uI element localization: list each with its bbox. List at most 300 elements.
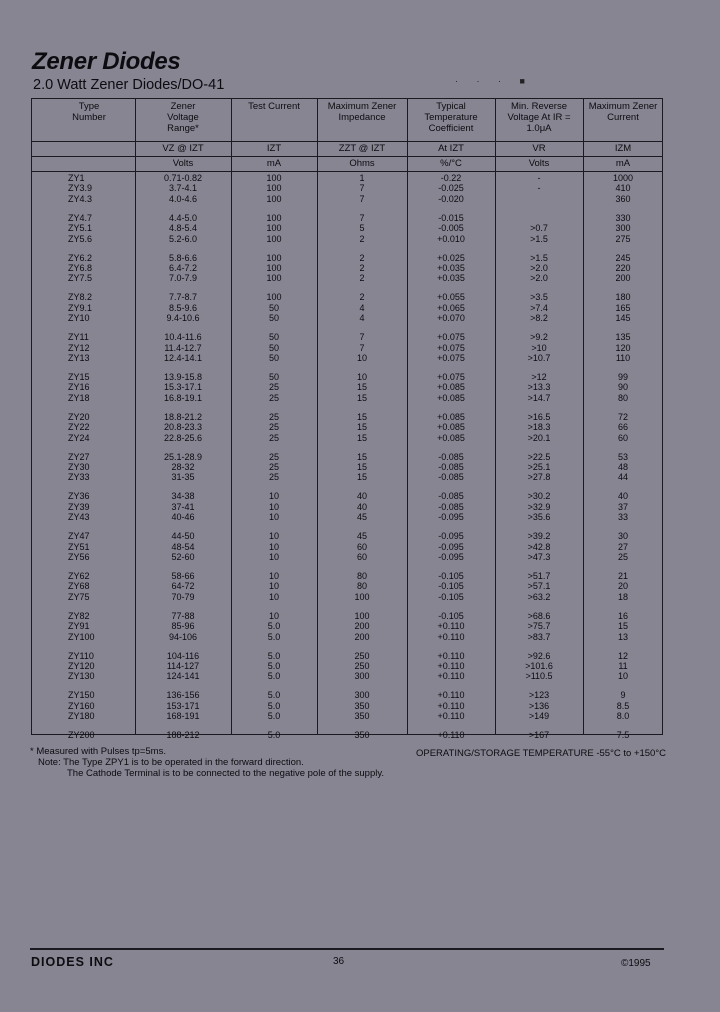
- voltage-cell: 37-41: [171, 501, 195, 512]
- type-cell: ZY3.9: [68, 183, 93, 194]
- type-cell: ZY39: [68, 501, 90, 512]
- table-row: [31, 472, 663, 482]
- voltage-cell: 70-79: [171, 591, 195, 602]
- maxcurrent-cell: 135: [615, 332, 631, 343]
- type-cell: ZY22: [68, 422, 90, 433]
- type-cell: ZY180: [68, 711, 95, 722]
- symbol-tempco: At IZT: [438, 143, 464, 154]
- footnote-pulses: * Measured with Pulses tp=5ms.: [30, 746, 166, 757]
- voltage-cell: 85-96: [171, 621, 195, 632]
- maxcurrent-cell: 16: [617, 610, 628, 621]
- voltage-cell: 12.4-14.1: [163, 353, 203, 363]
- impedance-cell: 250: [354, 661, 370, 671]
- tempco-cell: -0.085: [438, 472, 464, 483]
- tempco-cell: +0.055: [437, 292, 465, 303]
- impedance-cell: 2: [359, 252, 365, 263]
- reverse-cell: >68.6: [527, 610, 551, 621]
- maxcurrent-cell: 145: [615, 313, 631, 324]
- tempco-cell: -0.105: [438, 610, 464, 621]
- reverse-cell: >47.3: [527, 552, 551, 562]
- tempco-cell: -0.005: [438, 223, 464, 234]
- voltage-cell: 168-191: [166, 711, 200, 722]
- table-row: [31, 711, 663, 721]
- type-cell: ZY6.8: [68, 263, 93, 273]
- type-cell: ZY36: [68, 491, 90, 502]
- impedance-cell: 350: [354, 711, 370, 722]
- maxcurrent-cell: 9: [620, 690, 626, 701]
- table-row: [31, 422, 663, 432]
- current-cell: 10: [268, 491, 279, 502]
- tempco-cell: +0.110: [437, 700, 465, 711]
- impedance-cell: 100: [354, 591, 370, 602]
- voltage-cell: 11.4-12.7: [164, 342, 202, 353]
- maxcurrent-cell: 220: [615, 263, 631, 273]
- voltage-cell: 20.8-23.3: [163, 422, 203, 433]
- type-cell: ZY62: [68, 571, 90, 581]
- impedance-cell: 300: [354, 690, 370, 701]
- table-row: [31, 671, 663, 681]
- tempco-cell: +0.110: [437, 661, 465, 671]
- impedance-cell: 15: [356, 451, 367, 462]
- impedance-cell: 300: [354, 671, 370, 682]
- maxcurrent-cell: 110: [615, 353, 631, 363]
- type-cell: ZY33: [68, 472, 90, 483]
- tempco-cell: +0.110: [437, 730, 465, 741]
- tempco-cell: +0.075: [437, 332, 465, 343]
- maxcurrent-cell: 8.5: [616, 700, 630, 711]
- impedance-cell: 350: [354, 730, 370, 741]
- reverse-cell: -: [537, 173, 541, 183]
- reverse-cell: >101.6: [525, 661, 553, 671]
- footer-rule: [30, 948, 664, 950]
- voltage-cell: 4.0-4.6: [168, 193, 198, 204]
- voltage-cell: 5.2-6.0: [168, 233, 198, 244]
- unit-reverse: Volts: [528, 158, 550, 169]
- current-cell: 50: [268, 342, 279, 353]
- symbol-reverse: VR: [532, 143, 546, 154]
- table-row: [31, 253, 663, 263]
- type-cell: ZY8.2: [68, 292, 93, 303]
- impedance-cell: 4: [359, 313, 365, 324]
- type-cell: ZY130: [68, 671, 95, 682]
- header-current: Test Current: [248, 101, 300, 112]
- current-cell: 5.0: [267, 730, 281, 741]
- current-cell: 25: [268, 451, 279, 462]
- impedance-cell: 80: [356, 581, 367, 592]
- table-top-rule: [31, 98, 663, 99]
- type-cell: ZY16: [68, 382, 90, 393]
- maxcurrent-cell: 12: [617, 650, 628, 661]
- table-row: [31, 552, 663, 562]
- voltage-cell: 9.4-10.6: [166, 313, 200, 324]
- symbol-maxcurrent: IZM: [614, 143, 632, 154]
- maxcurrent-cell: 8.0: [616, 711, 630, 722]
- voltage-cell: 8.5-9.6: [168, 302, 198, 313]
- reverse-cell: >92.6: [527, 650, 551, 661]
- reverse-cell: >75.7: [527, 621, 551, 632]
- impedance-cell: 15: [356, 422, 367, 433]
- maxcurrent-cell: 275: [615, 233, 631, 244]
- voltage-cell: 5.8-6.6: [168, 252, 198, 263]
- reverse-cell: >3.5: [530, 292, 548, 303]
- impedance-cell: 350: [354, 700, 370, 711]
- voltage-cell: 104-116: [166, 650, 200, 661]
- reverse-cell: >0.7: [530, 223, 548, 234]
- tempco-cell: +0.065: [437, 302, 465, 313]
- table-row: [31, 173, 663, 183]
- reverse-cell: >7.4: [530, 302, 548, 313]
- footnote-cathode: The Cathode Terminal is to be connected to the negative pole of the supply.: [67, 768, 385, 779]
- tempco-cell: -0.105: [438, 591, 464, 602]
- reverse-cell: >83.7: [527, 631, 551, 642]
- current-cell: 10: [268, 512, 279, 523]
- current-cell: 10: [268, 591, 279, 602]
- table-row: [31, 313, 663, 323]
- tempco-cell: +0.010: [437, 233, 465, 244]
- reverse-cell: >2.0: [530, 273, 548, 284]
- header-type: Type Number: [72, 101, 106, 123]
- table-row: [31, 343, 663, 353]
- tempco-cell: -0.22: [440, 173, 462, 183]
- current-cell: 100: [266, 292, 282, 303]
- maxcurrent-cell: 20: [617, 581, 628, 592]
- voltage-cell: 7.0-7.9: [168, 273, 198, 284]
- voltage-cell: 44-50: [171, 531, 195, 542]
- reverse-cell: >9.2: [530, 332, 548, 343]
- reverse-cell: >25.1: [527, 462, 551, 472]
- tempco-cell: +0.110: [437, 671, 465, 682]
- type-cell: ZY13: [68, 353, 90, 363]
- current-cell: 5.0: [267, 631, 281, 642]
- voltage-cell: 10.4-11.6: [164, 332, 202, 343]
- maxcurrent-cell: 300: [615, 223, 631, 234]
- reverse-cell: >42.8: [527, 541, 551, 552]
- table-row: [31, 701, 663, 711]
- maxcurrent-cell: 90: [617, 382, 628, 393]
- reverse-cell: >32.9: [527, 501, 551, 512]
- table-row: [31, 571, 663, 581]
- voltage-cell: 18.8-21.2: [163, 411, 203, 422]
- voltage-cell: 4.4-5.0: [168, 212, 198, 223]
- impedance-cell: 250: [354, 650, 370, 661]
- reverse-cell: >22.5: [527, 451, 551, 462]
- table-row: [31, 730, 663, 740]
- scan-specks: · · · ■: [455, 76, 533, 86]
- tempco-cell: +0.025: [437, 252, 465, 263]
- symbol-current: IZT: [266, 143, 282, 154]
- impedance-cell: 5: [359, 223, 365, 234]
- table-row: [31, 223, 663, 233]
- unit-maxcurrent: mA: [615, 158, 631, 169]
- reverse-cell: >167: [528, 730, 550, 741]
- current-cell: 100: [266, 252, 282, 263]
- unit-current: mA: [266, 158, 282, 169]
- current-cell: 25: [268, 462, 279, 472]
- type-cell: ZY4.3: [68, 193, 93, 204]
- tempco-cell: -0.015: [438, 212, 464, 223]
- impedance-cell: 60: [356, 552, 367, 562]
- impedance-cell: 45: [356, 531, 367, 542]
- symbol-divider: [31, 156, 663, 157]
- unit-voltage: Volts: [172, 158, 194, 169]
- tempco-cell: -0.105: [438, 571, 464, 581]
- table-row: [31, 273, 663, 283]
- impedance-cell: 45: [356, 512, 367, 523]
- type-cell: ZY200: [68, 730, 95, 741]
- maxcurrent-cell: 30: [617, 531, 628, 542]
- type-cell: ZY30: [68, 462, 90, 472]
- page-subtitle: 2.0 Watt Zener Diodes/DO-41: [33, 77, 225, 93]
- impedance-cell: 15: [356, 462, 367, 472]
- type-cell: ZY47: [68, 531, 90, 542]
- symbol-impedance: ZZT @ IZT: [338, 143, 386, 154]
- impedance-cell: 15: [356, 432, 367, 443]
- table-row: [31, 531, 663, 541]
- header-maxcurrent: Maximum Zener Current: [588, 101, 658, 123]
- current-cell: 10: [268, 571, 279, 581]
- tempco-cell: +0.075: [437, 372, 465, 382]
- maxcurrent-cell: 360: [615, 193, 631, 204]
- table-row: [31, 581, 663, 591]
- current-cell: 100: [266, 263, 282, 273]
- current-cell: 50: [268, 353, 279, 363]
- type-cell: ZY5.1: [68, 223, 93, 234]
- tempco-cell: +0.110: [437, 690, 465, 701]
- type-cell: ZY1: [68, 173, 85, 183]
- maxcurrent-cell: 25: [617, 552, 628, 562]
- type-cell: ZY27: [68, 451, 90, 462]
- current-cell: 100: [266, 223, 282, 234]
- tempco-cell: -0.095: [438, 552, 464, 562]
- reverse-cell: >12: [531, 372, 547, 382]
- type-cell: ZY82: [68, 610, 90, 621]
- maxcurrent-cell: 1000: [612, 173, 634, 183]
- type-cell: ZY75: [68, 591, 90, 602]
- voltage-cell: 40-46: [171, 512, 195, 523]
- impedance-cell: 2: [359, 263, 365, 273]
- current-cell: 25: [268, 382, 279, 393]
- table-row: [31, 382, 663, 392]
- impedance-cell: 15: [356, 392, 367, 403]
- current-cell: 100: [266, 183, 282, 194]
- type-cell: ZY4.7: [68, 212, 93, 223]
- maxcurrent-cell: 410: [615, 183, 631, 194]
- type-cell: ZY68: [68, 581, 90, 592]
- maxcurrent-cell: 37: [617, 501, 628, 512]
- maxcurrent-cell: 15: [617, 621, 628, 632]
- type-cell: ZY11: [68, 332, 89, 343]
- tempco-cell: +0.075: [437, 353, 465, 363]
- maxcurrent-cell: 44: [617, 472, 628, 483]
- maxcurrent-cell: 330: [615, 212, 631, 223]
- impedance-cell: 7: [359, 332, 365, 343]
- impedance-cell: 40: [356, 491, 367, 502]
- type-cell: ZY5.6: [68, 233, 93, 244]
- operating-temperature: OPERATING/STORAGE TEMPERATURE -55°C to +150°C: [416, 748, 667, 759]
- table-row: [31, 512, 663, 522]
- header-reverse: Min. Reverse Voltage At IR = 1.0μA: [507, 101, 571, 134]
- voltage-cell: 7.7-8.7: [168, 292, 198, 303]
- type-cell: ZY6.2: [68, 252, 93, 263]
- tempco-cell: +0.085: [437, 392, 465, 403]
- impedance-cell: 1: [359, 173, 365, 183]
- impedance-cell: 2: [359, 233, 365, 244]
- maxcurrent-cell: 18: [617, 591, 628, 602]
- voltage-cell: 64-72: [171, 581, 195, 592]
- current-cell: 5.0: [267, 711, 281, 722]
- current-cell: 100: [266, 173, 282, 183]
- current-cell: 25: [268, 411, 279, 422]
- tempco-cell: -0.095: [438, 512, 464, 523]
- maxcurrent-cell: 53: [617, 451, 628, 462]
- impedance-cell: 4: [359, 302, 365, 313]
- type-cell: ZY100: [68, 631, 95, 642]
- maxcurrent-cell: 200: [615, 273, 631, 284]
- maxcurrent-cell: 7.5: [616, 730, 630, 741]
- type-cell: ZY110: [68, 650, 94, 661]
- type-cell: ZY91: [68, 621, 90, 632]
- type-cell: ZY7.5: [68, 273, 93, 284]
- reverse-cell: >35.6: [527, 512, 551, 523]
- maxcurrent-cell: 245: [615, 252, 631, 263]
- current-cell: 100: [266, 212, 282, 223]
- table-row: [31, 292, 663, 302]
- header-voltage: Zener Voltage Range*: [167, 101, 199, 134]
- voltage-cell: 15.3-17.1: [163, 382, 203, 393]
- reverse-cell: >1.5: [530, 233, 548, 244]
- current-cell: 10: [268, 610, 279, 621]
- type-cell: ZY20: [68, 411, 90, 422]
- impedance-cell: 200: [354, 621, 370, 632]
- table-row: [31, 502, 663, 512]
- current-cell: 50: [268, 313, 279, 324]
- reverse-cell: >2.0: [530, 263, 548, 273]
- table-row: [31, 592, 663, 602]
- table-row: [31, 234, 663, 244]
- header-divider: [31, 141, 663, 142]
- voltage-cell: 124-141: [166, 671, 200, 682]
- voltage-cell: 31-35: [171, 472, 195, 483]
- voltage-cell: 153-171: [166, 700, 200, 711]
- tempco-cell: -0.085: [438, 451, 464, 462]
- current-cell: 5.0: [267, 690, 281, 701]
- voltage-cell: 16.8-19.1: [163, 392, 203, 403]
- table-row: [31, 651, 663, 661]
- tempco-cell: +0.110: [437, 650, 465, 661]
- reverse-cell: >110.5: [525, 671, 553, 682]
- maxcurrent-cell: 10: [617, 671, 628, 682]
- table-row: [31, 690, 663, 700]
- table-row: [31, 412, 663, 422]
- current-cell: 5.0: [267, 650, 281, 661]
- reverse-cell: >123: [528, 690, 550, 701]
- reverse-cell: >13.3: [527, 382, 551, 393]
- tempco-cell: -0.085: [438, 501, 464, 512]
- table-row: [31, 213, 663, 223]
- table-row: [31, 632, 663, 642]
- reverse-cell: >10: [531, 342, 547, 353]
- maxcurrent-cell: 11: [618, 661, 628, 671]
- impedance-cell: 7: [359, 342, 365, 353]
- unit-tempco: %/°C: [440, 158, 462, 169]
- voltage-cell: 0.71-0.82: [163, 173, 203, 183]
- current-cell: 5.0: [267, 700, 281, 711]
- current-cell: 25: [268, 422, 279, 433]
- table-row: [31, 263, 663, 273]
- current-cell: 10: [268, 552, 279, 562]
- table-row: [31, 542, 663, 552]
- impedance-cell: 7: [359, 212, 365, 223]
- tempco-cell: +0.035: [437, 273, 465, 284]
- impedance-cell: 10: [356, 372, 367, 382]
- current-cell: 5.0: [267, 661, 281, 671]
- table-row: [31, 621, 663, 631]
- type-cell: ZY24: [68, 432, 90, 443]
- impedance-cell: 60: [356, 541, 367, 552]
- zener-table: [31, 98, 663, 741]
- voltage-cell: 114-127: [166, 661, 200, 671]
- maxcurrent-cell: 13: [617, 631, 628, 642]
- reverse-cell: >14.7: [527, 392, 551, 403]
- impedance-cell: 80: [356, 571, 367, 581]
- table-row: [31, 353, 663, 363]
- reverse-cell: >30.2: [527, 491, 551, 502]
- current-cell: 100: [266, 233, 282, 244]
- table-row: [31, 452, 663, 462]
- maxcurrent-cell: 180: [615, 292, 631, 303]
- table-row: [31, 611, 663, 621]
- type-cell: ZY150: [68, 690, 95, 701]
- maxcurrent-cell: 72: [617, 411, 628, 422]
- reverse-cell: >57.1: [527, 581, 551, 592]
- reverse-cell: >1.5: [530, 252, 548, 263]
- current-cell: 10: [268, 501, 279, 512]
- maxcurrent-cell: 27: [617, 541, 628, 552]
- voltage-cell: 28-32: [171, 462, 195, 472]
- current-cell: 25: [268, 472, 279, 483]
- current-cell: 25: [268, 392, 279, 403]
- tempco-cell: -0.095: [438, 541, 464, 552]
- maxcurrent-cell: 120: [615, 342, 631, 353]
- maxcurrent-cell: 48: [617, 462, 628, 472]
- type-cell: ZY51: [68, 541, 90, 552]
- voltage-cell: 6.4-7.2: [168, 263, 198, 273]
- unit-impedance: Ohms: [349, 158, 375, 169]
- footer-brand: DIODES INC: [31, 955, 114, 969]
- tempco-cell: -0.105: [438, 581, 464, 592]
- header-tempco: Typical Temperature Coefficient: [424, 101, 478, 134]
- type-cell: ZY9.1: [68, 302, 93, 313]
- type-cell: ZY120: [68, 661, 95, 671]
- table-row: [31, 332, 663, 342]
- tempco-cell: +0.110: [437, 711, 465, 722]
- tempco-cell: +0.085: [437, 432, 465, 443]
- symbol-voltage: VZ @ IZT: [162, 143, 204, 154]
- type-cell: ZY15: [68, 372, 90, 382]
- voltage-cell: 52-60: [171, 552, 195, 562]
- voltage-cell: 4.8-5.4: [168, 223, 198, 234]
- reverse-cell: >136: [528, 700, 550, 711]
- current-cell: 100: [266, 273, 282, 284]
- maxcurrent-cell: 80: [617, 392, 628, 403]
- tempco-cell: -0.025: [438, 183, 464, 194]
- impedance-cell: 7: [359, 183, 365, 194]
- impedance-cell: 10: [356, 353, 367, 363]
- table-row: [31, 194, 663, 204]
- impedance-cell: 7: [359, 193, 365, 204]
- maxcurrent-cell: 165: [615, 302, 631, 313]
- impedance-cell: 100: [354, 610, 370, 621]
